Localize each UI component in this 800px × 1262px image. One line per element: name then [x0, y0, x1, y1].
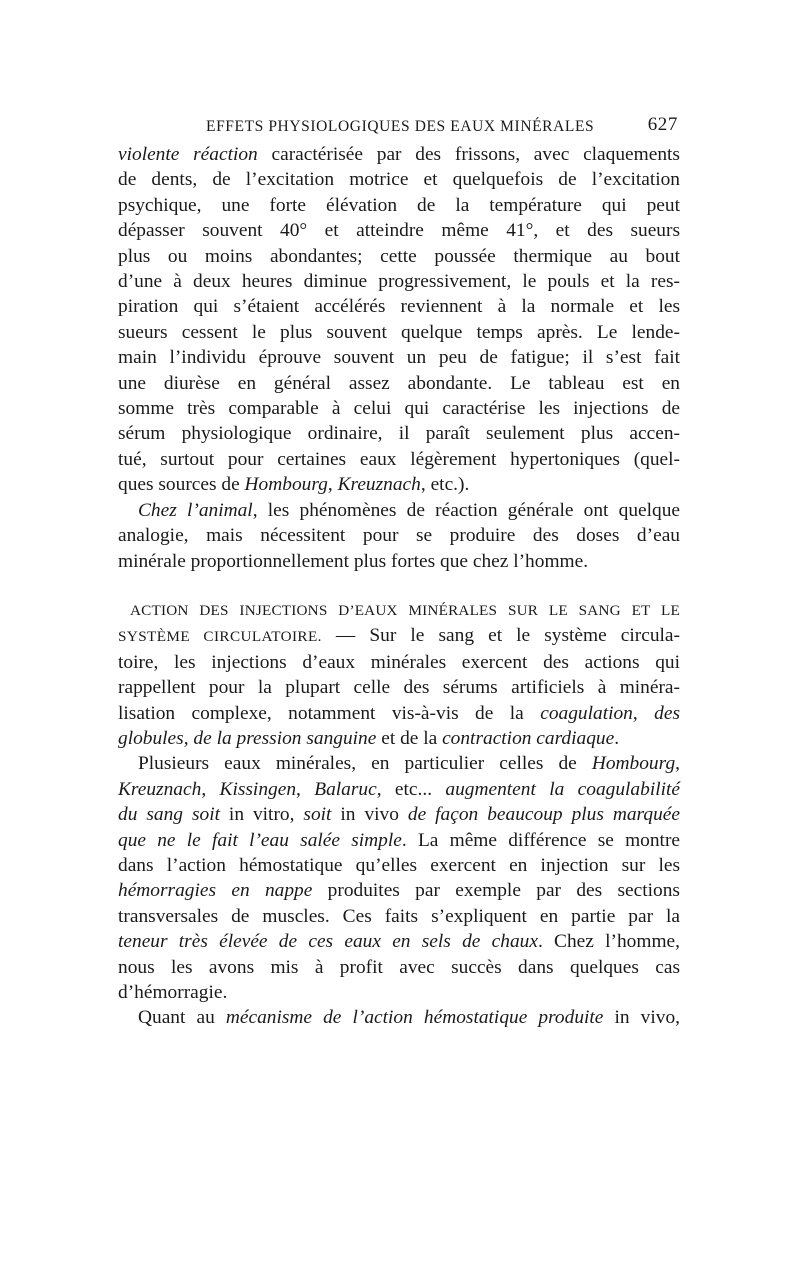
text: lisation complexe, notamment vis-à-vis de la [118, 702, 541, 724]
italic-text: violente réaction [118, 144, 258, 165]
text: . Chez l’homme, [537, 931, 680, 953]
text: in vitro, [219, 804, 304, 826]
text-line: plus ou moins abondantes; cette poussée thermique au bout [118, 245, 680, 267]
text-line [118, 726, 680, 751]
text: . [614, 727, 620, 749]
italic-text: Hombourg [244, 474, 328, 496]
text-line: tué, surtout pour certaines eaux légèrement hypertoniques (quel- [118, 448, 680, 470]
italic-text: coagulation [540, 702, 633, 724]
text: et de la [376, 727, 443, 749]
text-line: transversales de muscles. Ces faits s’expliquent en partie par la [118, 905, 680, 927]
book-page [118, 112, 680, 1031]
text-line [118, 878, 680, 903]
section-heading-line [118, 598, 680, 623]
text: , etc... [376, 778, 446, 800]
text: , [183, 727, 194, 749]
paragraph-section-sang [118, 598, 680, 751]
text-line: minérale proportionnellement plus fortes que chez l’homme. [118, 550, 589, 572]
italic-text: Kreuznach [337, 474, 421, 496]
text: caractérisée par des frissons, avec claquements [257, 144, 680, 165]
italic-text: Hombourg [591, 753, 676, 775]
text-line: une diurèse en général assez abondante. Le tableau est en [118, 372, 680, 394]
text-line: nous les avons mis à profit avec succès dans quelques cas [118, 956, 680, 978]
text-line: dans l’action hémostatique qu’elles exercent en injection sur les [118, 854, 680, 876]
text: . La même différence se montre [401, 829, 681, 851]
section-gap [118, 574, 680, 598]
page-number: 627 [647, 114, 678, 135]
text-line [118, 472, 680, 497]
text-line [118, 142, 680, 167]
text-line [118, 929, 680, 954]
text: , les phénomènes de réaction générale ont quelque [252, 499, 681, 521]
text-line [118, 777, 680, 802]
text: in vivo [331, 804, 408, 826]
italic-text: Chez l’animal [138, 499, 253, 521]
text-line: piration qui s’étaient accélérés reviennent à la normale et les [118, 296, 680, 318]
text: , etc.). [420, 474, 470, 496]
text-line: sérum physiologique ordinaire, il paraît seulement plus accen- [118, 423, 680, 445]
italic-text: que ne le fait l’eau salée simple [118, 829, 402, 851]
italic-text: du sang soit [118, 804, 220, 826]
text-line: rappellent pour la plupart celle des sérums artificiels à minéra- [118, 677, 680, 699]
italic-text: soit [303, 804, 332, 826]
text-line [118, 802, 680, 827]
text: Quant au [138, 1007, 226, 1029]
italic-text: Kreuznach [118, 778, 202, 800]
text: , [327, 474, 338, 496]
text-line [118, 1005, 680, 1030]
text: in vivo, [603, 1007, 680, 1029]
text: — Sur le sang et le système circula- [321, 625, 680, 647]
text-line [118, 701, 680, 726]
text: , [675, 753, 680, 775]
text: , [201, 778, 220, 800]
section-heading-cont: SYSTÈME CIRCULATOIRE. [118, 628, 322, 646]
paragraph-plusieurs-eaux [118, 751, 680, 1005]
text: ques sources de [118, 474, 245, 496]
text-line: analogie, mais nécessitent pour se produire des doses d’eau [118, 525, 680, 547]
text: Plusieurs eaux minérales, en particulier celles de [138, 753, 592, 775]
running-head-title: EFFETS PHYSIOLOGIQUES DES EAUX MINÉRALES [206, 118, 595, 135]
italic-text: mécanisme de l’action hémostatique produite [225, 1007, 604, 1029]
text-line [118, 751, 680, 776]
text-line: dépasser souvent 40° et atteindre même 41°, et des sueurs [118, 220, 680, 242]
text: , [296, 778, 315, 800]
text-line [118, 498, 680, 523]
paragraph-mecanisme [118, 1005, 680, 1030]
text-line: sueurs cessent le plus souvent quelque temps après. Le lende- [118, 321, 680, 343]
italic-text: globules [118, 727, 184, 749]
paragraph-reaction [118, 142, 680, 498]
italic-text: teneur très élevée de ces eaux en sels de chaux [118, 931, 538, 953]
text: produites par exemple par des sections [312, 880, 680, 902]
text-line [118, 623, 680, 649]
paragraph-animal [118, 498, 680, 574]
text: , [632, 702, 655, 724]
text-line: toire, les injections d’eaux minérales exercent des actions qui [118, 651, 680, 673]
italic-text: augmentent la coagulabilité [445, 778, 680, 800]
text-line [118, 828, 680, 853]
italic-text: contraction cardiaque [442, 727, 615, 749]
italic-text: des [654, 702, 680, 724]
italic-text: de façon beaucoup plus marquée [407, 804, 680, 826]
text-line: de dents, de l’excitation motrice et quelquefois de l’excitation [118, 169, 680, 191]
italic-text: Balaruc [314, 778, 377, 800]
running-head [118, 112, 680, 142]
italic-text: de la pression sanguine [193, 727, 377, 749]
text-line: d’une à deux heures diminue progressivement, le pouls et la res- [118, 271, 680, 293]
section-heading: ACTION DES INJECTIONS D’EAUX MINÉRALES SUR LE SANG ET LE [130, 601, 680, 619]
text-line: main l’individu éprouve souvent un peu de fatigue; il s’est fait [118, 347, 680, 369]
italic-text: hémorragies en nappe [118, 880, 313, 902]
italic-text: Kissingen [219, 778, 297, 800]
text-line: psychique, une forte élévation de la température qui peut [118, 194, 680, 216]
text-line: somme très comparable à celui qui caractérise les injections de [118, 398, 680, 420]
text-line: d’hémorragie. [118, 982, 228, 1003]
